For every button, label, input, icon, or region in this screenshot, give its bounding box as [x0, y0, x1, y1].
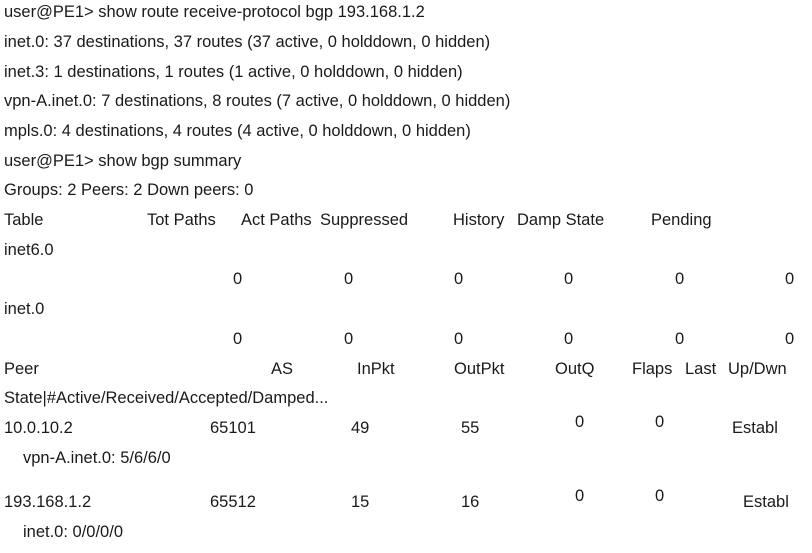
peer-inpkt: 15	[351, 493, 370, 511]
table-value: 0	[344, 330, 354, 348]
peer-detail: inet.0: 0/0/0/0	[23, 523, 123, 541]
command-line-show-route: user@PE1> show route receive-protocol bgp 193.168.1.2	[4, 3, 425, 21]
header-suppressed: Suppressed	[320, 211, 409, 229]
table-value: 0	[454, 270, 464, 288]
peer-as: 65512	[210, 493, 256, 511]
table-value: 0	[564, 270, 574, 288]
table-value: 0	[233, 330, 243, 348]
peer-outq: 0	[575, 487, 585, 505]
table-value: 0	[785, 270, 795, 288]
peer-state: Establ	[732, 419, 778, 437]
peer-as: 65101	[210, 419, 256, 437]
header-state: State|#Active/Received/Accepted/Damped...	[4, 389, 329, 407]
table-value: 0	[785, 330, 795, 348]
peer-outpkt: 16	[461, 493, 480, 511]
table-value: 0	[344, 270, 354, 288]
route-summary-mpls: mpls.0: 4 destinations, 4 routes (4 active, 0 holddown, 0 hidden)	[4, 122, 471, 140]
route-summary-inet0: inet.0: 37 destinations, 37 routes (37 active, 0 holddown, 0 hidden)	[4, 33, 491, 51]
peer-state: Establ	[743, 493, 789, 511]
table-name: inet.0	[4, 300, 45, 318]
header-flaps: Flaps	[632, 360, 673, 378]
header-inpkt: InPkt	[357, 360, 395, 378]
header-history: History	[453, 211, 505, 229]
header-up-dwn: Up/Dwn	[728, 360, 787, 378]
peer-outq: 0	[575, 413, 585, 431]
header-last: Last	[685, 360, 717, 378]
groups-summary: Groups: 2 Peers: 2 Down peers: 0	[4, 181, 254, 199]
table-value: 0	[233, 270, 243, 288]
peer-detail: vpn-A.inet.0: 5/6/6/0	[23, 449, 171, 467]
header-tot-paths: Tot Paths	[147, 211, 216, 229]
header-peer: Peer	[4, 360, 39, 378]
route-summary-inet3: inet.3: 1 destinations, 1 routes (1 active, 0 holddown, 0 hidden)	[4, 63, 463, 81]
table-value: 0	[675, 270, 685, 288]
peer-outpkt: 55	[461, 419, 480, 437]
header-outpkt: OutPkt	[454, 360, 505, 378]
table-value: 0	[564, 330, 574, 348]
peer-inpkt: 49	[351, 419, 370, 437]
table-value: 0	[454, 330, 464, 348]
header-pending: Pending	[651, 211, 712, 229]
peer-flaps: 0	[655, 413, 665, 431]
header-outq: OutQ	[555, 360, 595, 378]
header-table: Table	[4, 211, 44, 229]
header-act-paths: Act Paths	[241, 211, 312, 229]
table-name: inet6.0	[4, 241, 54, 259]
peer-flaps: 0	[655, 487, 665, 505]
peer-address: 193.168.1.2	[4, 493, 92, 511]
route-summary-vpn: vpn-A.inet.0: 7 destinations, 8 routes (7 active, 0 holddown, 0 hidden)	[4, 92, 511, 110]
table-value: 0	[675, 330, 685, 348]
header-as: AS	[271, 360, 294, 378]
peer-address: 10.0.10.2	[4, 419, 73, 437]
command-line-bgp-summary: user@PE1> show bgp summary	[4, 152, 242, 170]
header-damp-state: Damp State	[517, 211, 605, 229]
